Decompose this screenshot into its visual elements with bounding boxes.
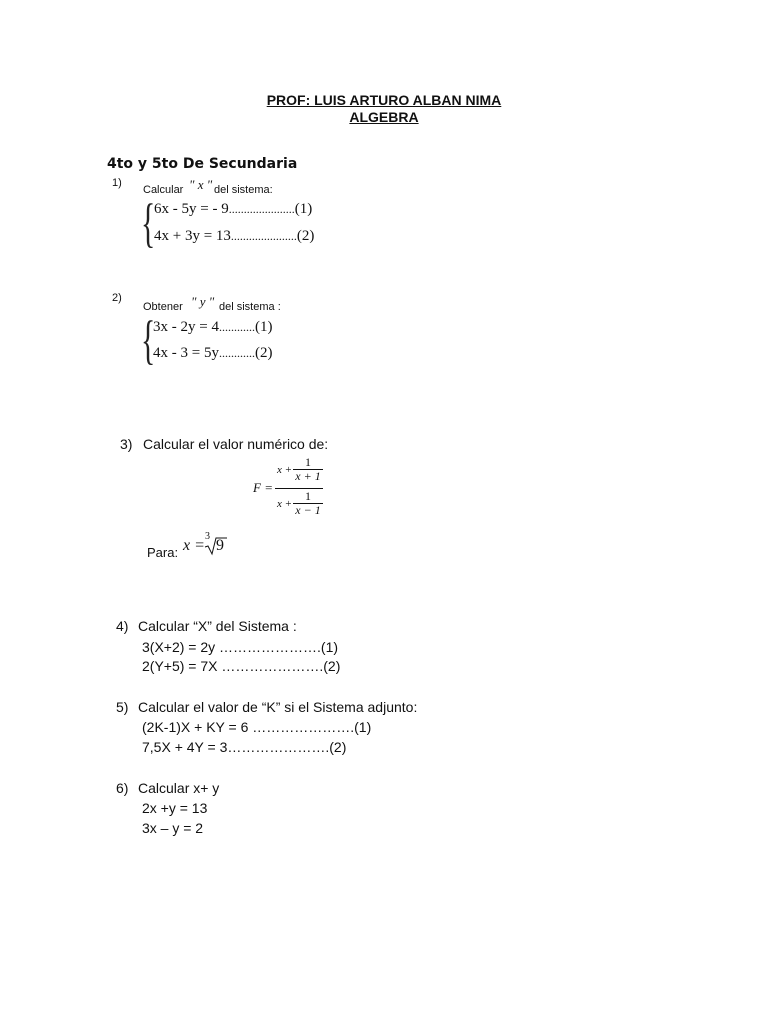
problem-1-variable: " x " (189, 177, 213, 192)
problem-1-equation-2: 4x + 3y = 13......................(2) (154, 228, 315, 244)
formula-bottom-fraction (293, 490, 323, 517)
problem-3-prompt: Calcular el valor numérico de: (143, 436, 329, 452)
problem-2-prompt: Obtener (143, 301, 183, 313)
formula-top-fraction (293, 456, 323, 483)
problem-5-number: 5) (116, 699, 129, 715)
problem-1-prompt-tail: del sistema: (214, 184, 273, 196)
problem-6-number: 6) (116, 780, 129, 796)
radical-index: 3 (205, 531, 210, 542)
problem-1-number: 1) (112, 177, 122, 189)
problem-5-line-1: (2K-1)X + KY = 6 ………………….(1) (142, 719, 372, 735)
para-x: x = (183, 537, 205, 554)
formula-top-numerator: 1 (305, 455, 311, 469)
problem-4-prompt: Calcular “X” del Sistema : (138, 618, 297, 634)
section-title: 4to y 5to De Secundaria (107, 156, 298, 172)
problem-2-number: 2) (112, 292, 122, 304)
problem-2-prompt-tail: del sistema : (219, 301, 281, 313)
teacher-name: PROF: LUIS ARTURO ALBAN NIMA (266, 92, 502, 108)
problem-6-line-1: 2x +y = 13 (142, 800, 208, 816)
formula-top-denominator: x + 1 (295, 469, 321, 483)
problem-3-number: 3) (120, 436, 133, 452)
problem-4-line-1: 3(X+2) = 2y ………………….(1) (142, 639, 339, 655)
formula-lhs: F = (253, 480, 273, 495)
problem-2-variable: " y " (191, 294, 215, 309)
problem-4-number: 4) (116, 618, 129, 634)
problem-6-line-2: 3x – y = 2 (142, 820, 204, 836)
problem-2-brace: { (141, 310, 156, 370)
problem-1-equation-1: 6x - 5y = - 9......................(1) (154, 201, 313, 217)
problem-5-line-2: 7,5X + 4Y = 3………………….(2) (142, 739, 347, 755)
formula-bottom-denominator: x − 1 (295, 503, 321, 517)
formula-bottom-numerator: 1 (305, 489, 311, 503)
problem-1-prompt: Calcular (143, 184, 184, 196)
radicand: 9 (216, 537, 224, 554)
problem-1-brace: { (141, 193, 156, 253)
problem-6-prompt: Calcular x+ y (138, 780, 220, 796)
formula-bottom-x: x + (277, 498, 293, 510)
problem-5-prompt: Calcular el valor de “K” si el Sistema adjunto: (138, 699, 418, 715)
para-label: Para: (147, 545, 179, 560)
problem-2-equation-2: 4x - 3 = 5y............(2) (153, 345, 273, 361)
formula-main-bar (275, 488, 323, 489)
subject-title: ALGEBRA (349, 109, 419, 125)
formula-top-x: x + (277, 464, 293, 476)
problem-4-line-2: 2(Y+5) = 7X ………………….(2) (142, 658, 341, 674)
problem-2-equation-1: 3x - 2y = 4............(1) (153, 319, 273, 335)
